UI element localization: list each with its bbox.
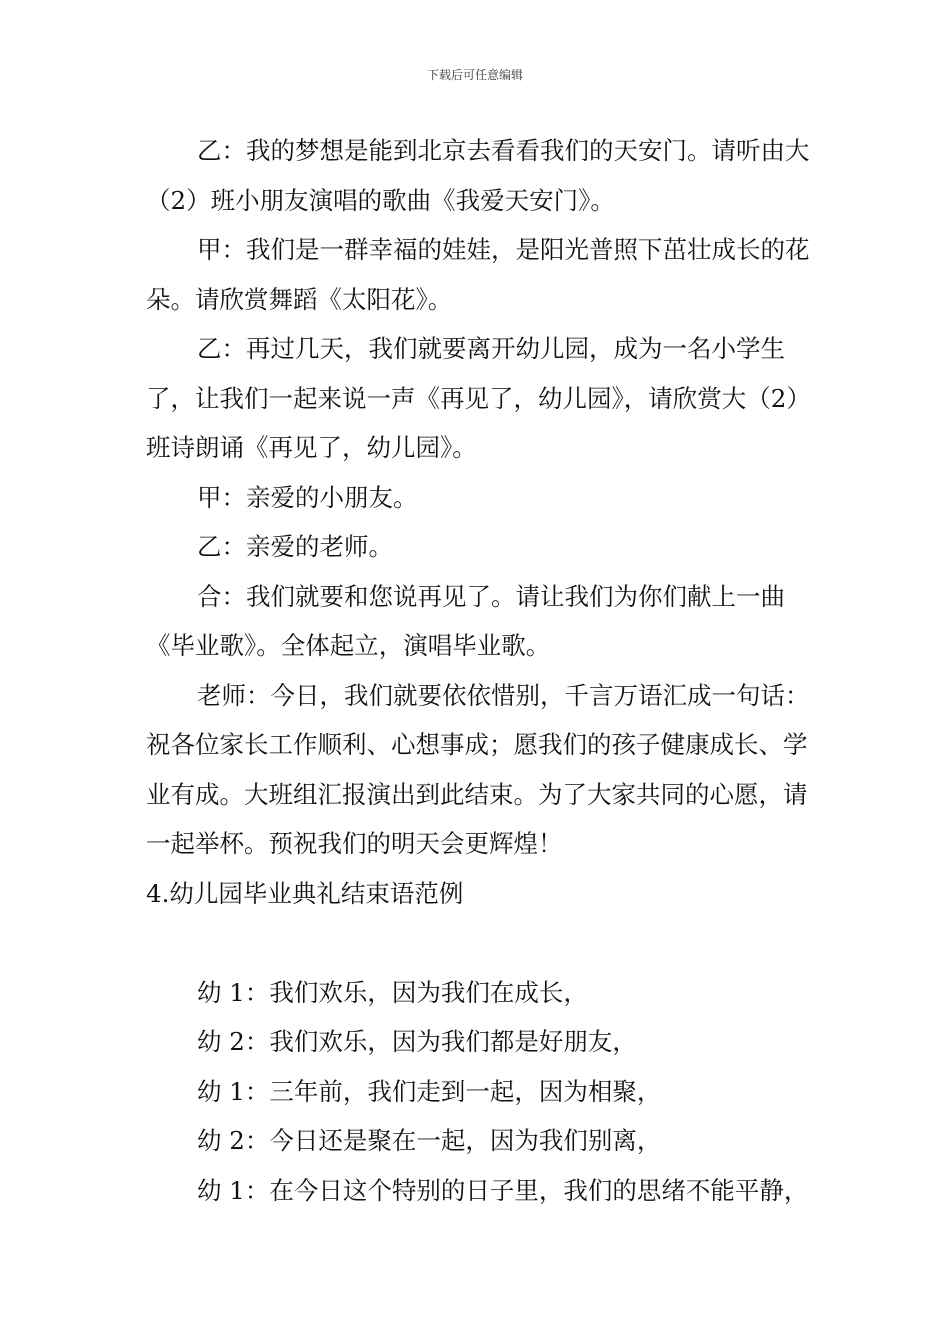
paragraph-7: 老师：今日，我们就要依依惜别，千言万语汇成一句话：祝各位家长工作顺利、心想事成；愿我们的孩子健康成长、学业有成。大班组汇报演出到此结束。为了大家共同的心愿，请一起举杯。预祝我们的明天会更辉煌！ bbox=[146, 680, 810, 858]
section-heading: 4.幼儿园毕业典礼结束语范例 bbox=[146, 878, 464, 908]
document-body bbox=[146, 126, 826, 1215]
paragraph-2: 甲：我们是一群幸福的娃娃，是阳光普照下茁壮成长的花朵。请欣赏舞蹈《太阳花》。 bbox=[146, 235, 810, 314]
dialogue-line-3: 幼 1：三年前，我们走到一起，因为相聚， bbox=[197, 1076, 662, 1106]
blank-line bbox=[146, 918, 826, 968]
paragraph-1: 乙：我的梦想是能到北京去看看我们的天安门。请听由大（2）班小朋友演唱的歌曲《我爱天安门》。 bbox=[146, 136, 810, 215]
dialogue-line-4: 幼 2：今日还是聚在一起，因为我们别离， bbox=[197, 1126, 662, 1155]
dialogue-line-5: 幼 1：在今日这个特别的日子里，我们的思绪不能平静， bbox=[197, 1175, 809, 1205]
paragraph-6: 合：我们就要和您说再见了。请让我们为你们献上一曲《毕业歌》。全体起立，演唱毕业歌。 bbox=[146, 581, 785, 660]
paragraph-4: 甲：亲爱的小朋友。 bbox=[197, 482, 418, 512]
paragraph-5: 乙：亲爱的老师。 bbox=[197, 532, 393, 561]
paragraph-3: 乙：再过几天，我们就要离开幼儿园，成为一名小学生了，让我们一起来说一声《再见了，幼儿园》，请欣赏大（2）班诗朗诵《再见了，幼儿园》。 bbox=[146, 334, 811, 462]
page-header: 下载后可任意编辑 bbox=[426, 68, 523, 82]
dialogue-line-1: 幼 1：我们欢乐，因为我们在成长， bbox=[197, 977, 588, 1007]
dialogue-line-2: 幼 2：我们欢乐，因为我们都是好朋友， bbox=[197, 1027, 637, 1056]
